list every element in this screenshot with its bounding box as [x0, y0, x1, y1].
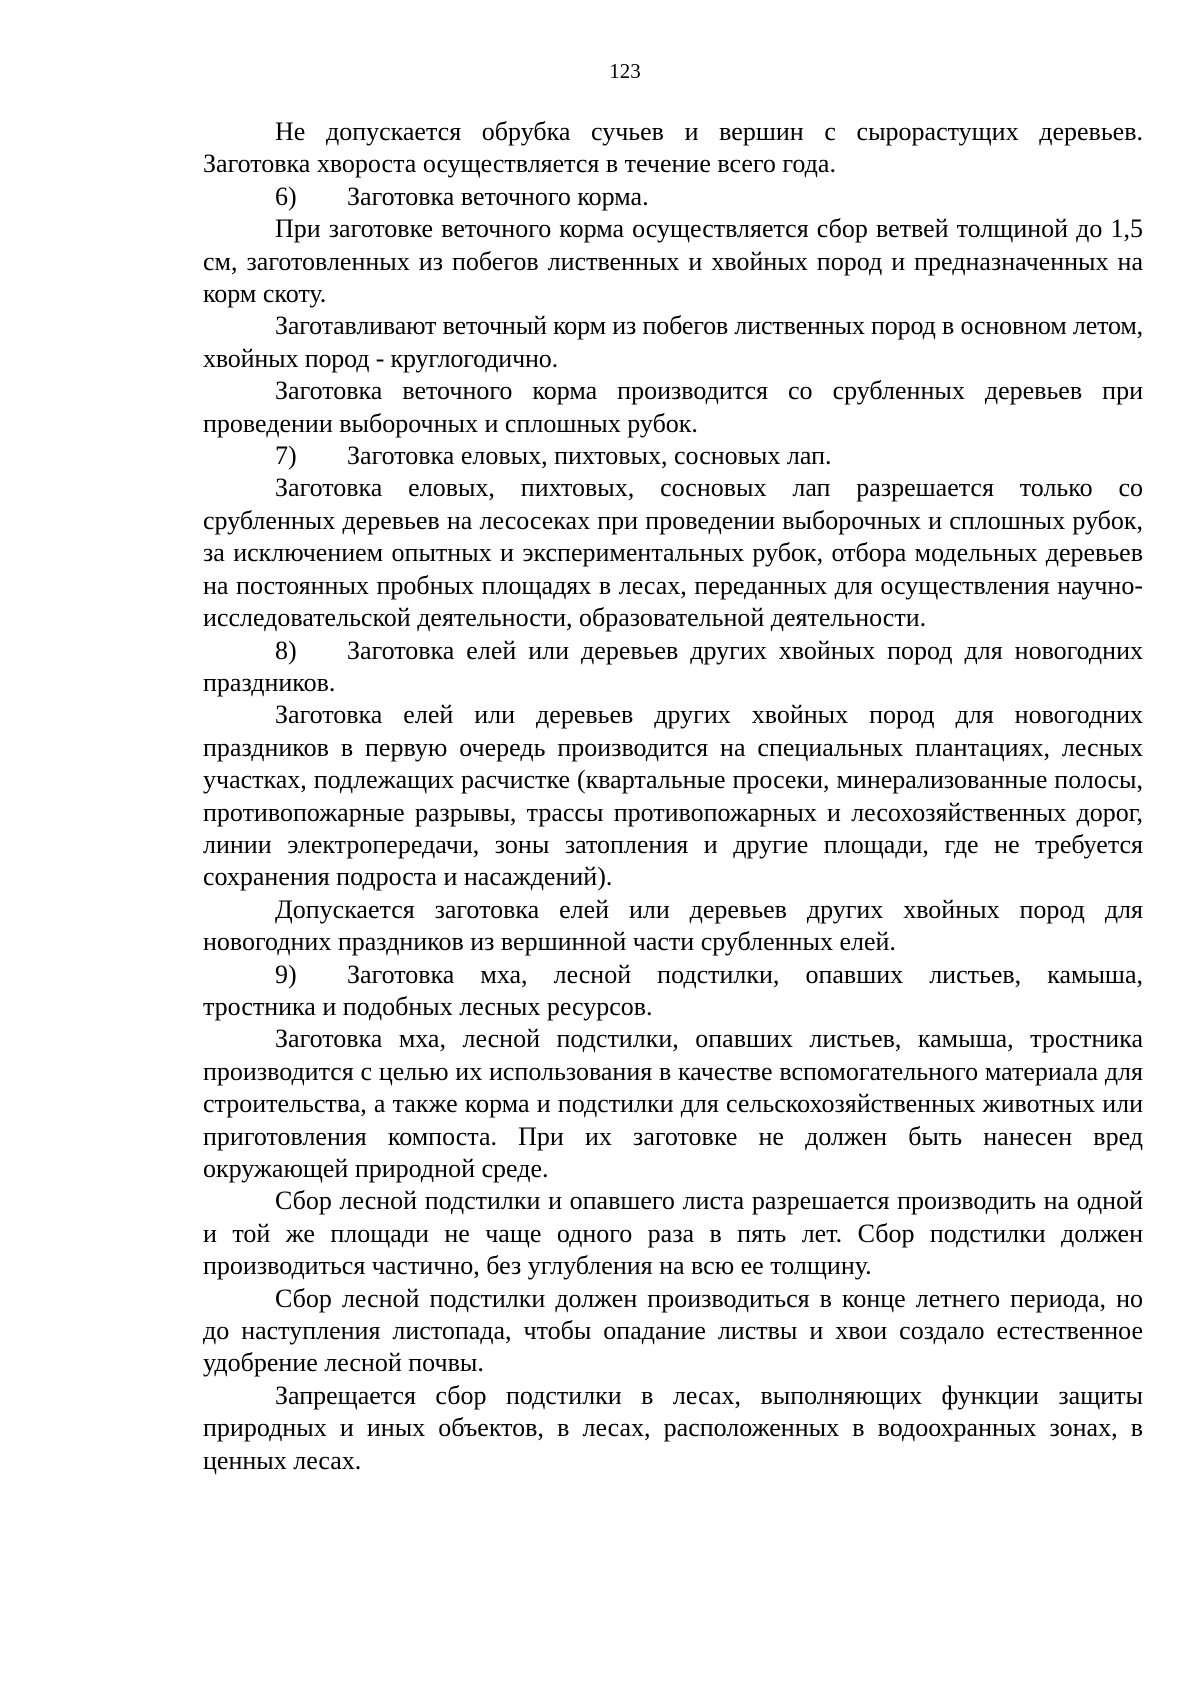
- list-item-heading: [203, 635, 1143, 700]
- list-item-text: Заготовка веточного корма.: [347, 181, 649, 211]
- paragraph: Не допускается обрубка сучьев и вершин с сырорастущих деревьев. Заготовка хвороста осуществляется в течение всего года.: [203, 117, 1143, 179]
- list-item-number: 8): [275, 635, 297, 665]
- document-body: [203, 116, 1143, 1477]
- list-item-text: Заготовка елей или деревьев других хвойных пород для новогодних праздников.: [203, 635, 1143, 697]
- paragraph: Запрещается сбор подстилки в лесах, выполняющих функции защиты природных и иных объектов, в лесах, расположенных в водоохранных зонах, в ценных лесах.: [203, 1380, 1143, 1475]
- list-item-number: 7): [275, 441, 297, 471]
- paragraph: Заготовка еловых, пихтовых, сосновых лап разрешается только со срубленных деревьев на лесосеках при проведении выборочных и сплошных рубок, за исключением опытных и экспериментальных рубок, отбора модельных деревьев на постоянных пробных площадях в лесах, переданных для осуществления научно-исследовательской деятельности, образовательной деятельности.: [203, 473, 1143, 633]
- page-number: 123: [609, 59, 641, 83]
- paragraph: Заготавливают веточный корм из побегов лиственных пород в основном летом, хвойных пород - круглогодично.: [203, 311, 1143, 373]
- paragraph: Заготовка мха, лесной подстилки, опавших листьев, камыша, тростника производится с целью их использования в качестве вспомогательного материала для строительства, а также корма и подстилки для сельскохозяйственных животных или приготовления компоста. При их заготовке не должен быть нанесен вред окружающей природной среде.: [203, 1024, 1143, 1183]
- paragraph: Сбор лесной подстилки должен производиться в конце летнего периода, но до наступления листопада, чтобы опадание листвы и хвои создало естественное удобрение лесной почвы.: [203, 1283, 1143, 1378]
- paragraph: Заготовка веточного корма производится со срубленных деревьев при проведении выборочных и сплошных рубок.: [203, 376, 1143, 438]
- list-item-heading: [203, 181, 1143, 213]
- list-item-heading: [203, 440, 1143, 472]
- list-item-heading: [203, 959, 1143, 1024]
- list-item-number: 6): [275, 181, 297, 211]
- list-item-text: Заготовка мха, лесной подстилки, опавших листьев, камыша, тростника и подобных лесных ресурсов.: [203, 959, 1143, 1021]
- paragraph: Сбор лесной подстилки и опавшего листа разрешается производить на одной и той же площади не чаще одного раза в пять лет. Сбор подстилки должен производиться частично, без углубления на всю ее толщину.: [203, 1186, 1143, 1281]
- paragraph: При заготовке веточного корма осуществляется сбор ветвей толщиной до 1,5 см, заготовленных из побегов лиственных и хвойных пород и предназначенных на корм скоту.: [203, 214, 1143, 309]
- list-item-number: 9): [275, 959, 297, 989]
- paragraph: Допускается заготовка елей или деревьев других хвойных пород для новогодних праздников из вершинной части срубленных елей.: [203, 894, 1143, 957]
- paragraph: Заготовка елей или деревьев других хвойных пород для новогодних праздников в первую очередь производится на специальных плантациях, лесных участках, подлежащих расчистке (квартальные просеки, минерализованные полосы, противопожарные разрывы, трассы противопожарных и лесохозяйственных дорог, линии электропередачи, зоны затопления и другие площади, где не требуется сохранения подроста и насаждений).: [203, 700, 1143, 892]
- list-item-text: Заготовка еловых, пихтовых, сосновых лап.: [347, 441, 832, 471]
